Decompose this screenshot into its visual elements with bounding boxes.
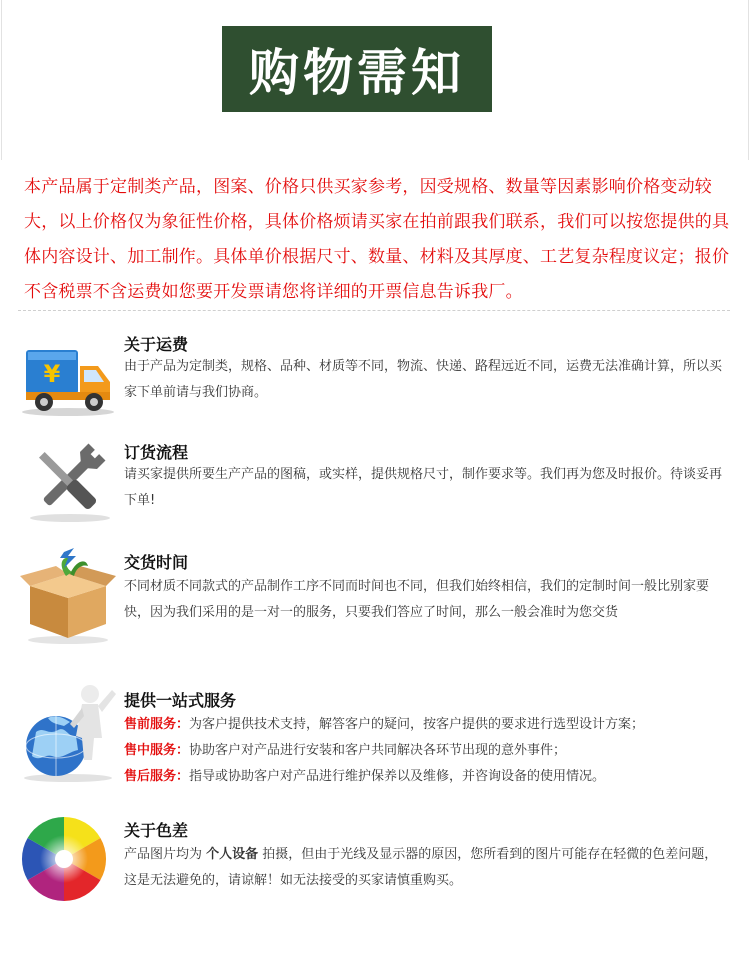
globe-figure-icon	[18, 680, 118, 784]
section-body-delivery: 不同材质不同款式的产品制作工序不同而时间也不同，但我们始终相信，我们的定制时间一般比别家要快，因为我们采用的是一对一的服务，只要我们答应了时间，那么一般会准时为您交货	[124, 579, 710, 620]
section-delivery	[0, 540, 750, 660]
right-edge-line	[748, 0, 749, 160]
service-item-label: 售后服务：	[124, 769, 190, 784]
service-item-label: 售中服务：	[124, 743, 190, 758]
delivery-truck-icon	[18, 332, 118, 422]
service-item-text: 协助客户对产品进行安装和客户共同解决各环节出现的意外事件；	[189, 743, 567, 758]
section-service	[0, 680, 750, 800]
section-title-shipping: 关于运费	[124, 335, 189, 354]
section-title-service: 提供一站式服务	[124, 691, 237, 710]
section-ordering	[0, 430, 750, 530]
service-item-label: 售前服务：	[124, 717, 190, 732]
section-body-shipping: 由于产品为定制类，规格、品种、材质等不同，物流、快递、路程远近不同，运费无法准确计算，所以买家下单前请与我们协商。	[124, 359, 723, 400]
notice-paragraph: 本产品属于定制类产品，图案、价格只供买家参考，因受规格、数量等因素影响价格变动较大，以上价格仅为象征性价格，具体价格烦请买家在拍前跟我们联系，我们可以按您提供的具体内容设计、加工制作。具体单价根据尺寸、数量、材料及其厚度、工艺复杂程度议定；报价不含税票不含运费如您要开发票请您将详细的开票信息告诉我厂。	[24, 177, 730, 302]
color-body-bold: 个人设备	[206, 847, 259, 862]
service-item-insale	[124, 738, 730, 764]
left-edge-line	[1, 0, 2, 160]
section-color	[0, 810, 750, 930]
tools-icon	[18, 436, 118, 526]
truck-yen-sign: ¥	[43, 360, 61, 388]
section-title-color: 关于色差	[124, 821, 189, 840]
page-title: 购物需知	[222, 26, 492, 112]
section-title-ordering: 订货流程	[124, 443, 189, 462]
color-body-pre: 产品图片均为	[124, 847, 207, 862]
service-list	[124, 712, 730, 790]
section-body-ordering: 请买家提供所要生产产品的图稿，或实样，提供规格尺寸，制作要求等。我们再为您及时报价。待谈妥再下单!	[124, 467, 723, 508]
section-title-delivery: 交货时间	[124, 553, 189, 572]
color-wheel-icon	[18, 814, 118, 904]
section-shipping	[0, 320, 750, 420]
section-body-color	[124, 842, 730, 894]
service-item-aftersale	[124, 764, 730, 790]
service-item-presale	[124, 712, 730, 738]
service-item-text: 为客户提供技术支持，解答客户的疑问，按客户提供的要求进行选型设计方案；	[189, 717, 645, 732]
divider	[18, 310, 730, 311]
service-item-text: 指导或协助客户对产品进行维护保养以及维修，并咨询设备的使用情况。	[189, 769, 606, 784]
package-box-icon	[18, 546, 118, 646]
color-body-post: 拍摄，但由于光线及显示器的原因，您所看到的图片可能存在轻微的色差问题，这是无法避免的，请谅解！如无法接受的买家请慎重购买。	[124, 847, 718, 888]
